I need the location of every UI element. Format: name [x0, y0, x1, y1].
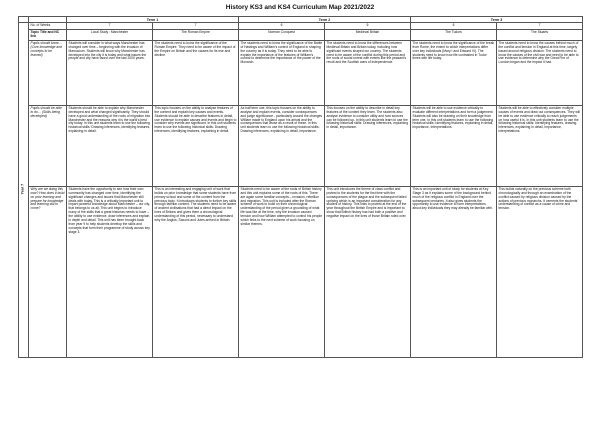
weeks-cell: 6 — [239, 23, 325, 30]
topic-cell: Local Study : Manchester — [67, 30, 153, 41]
topic-cell: The Stuarts — [497, 30, 583, 41]
weeks-row — [19, 23, 583, 30]
pupils-do-cell: This focuses on the ability to describe in detail key features of the content they learn. The students also analyse evidence to consider utility and how sources can be followed up. In this unit students learn to use the following historical skills: Drawing inferences, explaining in detail, importance. — [325, 105, 411, 186]
topic-row — [19, 30, 583, 41]
pupils-do-cell: Students should be able to explain why Manchester developed and what changed significantly. They should have a good understanding of the roots of migration into Manchester and the reasons why it is the world's best city today. In this unit students learn to use the following historical skills: Drawing inferences, identifying features, explaining in detail. — [67, 105, 153, 186]
pupils-know-cell: The students need to know the significance of the break from Rome, the extent to which interpretations differ over key individuals (Mary I and Edward VI). The students need to know how life contrasted in Tudor times with life today. — [411, 40, 497, 105]
why-cell: This is an important unit of study for students at Key Stage 3 as it explains some of the background behind much of the religious conflict in England over the subsequent centuries. It also gives students the opportunity to use evidence to form interpretations about key individuals they may already be familiar with. — [411, 186, 497, 357]
pupils-do-cell: Students will be able to use evidence critically to evaluate different interpretations and form a judgement. Students will also be drawing on their knowledge from term one. In this unit students learn to use the following historical skills: Identifying features, explaining in detail, importance, interpretations. — [411, 105, 497, 186]
why-cell: Students have the opportunity to see how their own community has changed over time, identifying the significant changes and issues that Manchester still deals with today. This is a critically important unit to impart powerful knowledge about Manchester – our city, that belongs to us all. This unit begins to introduce many of the skills that a great historian needs to have – the ability to use evidence, draw inferences and explain in depth and detail. This unit has been brought back from year 9 to help students develop the skills and concepts that form their programme of study across key stage 3. — [67, 186, 153, 357]
why-cell: This unit introduces the theme of class conflict and protest to the students for the first time with the consequences of the plague and the subsequent failed uprising which is an important consideration for any student of history. This links to protest at the end of the year throughout the British Empire and is important to show that British history has had both a positive and negative impact on the lives of those Britain ruled over. — [325, 186, 411, 357]
year-label-cell — [19, 23, 29, 358]
topic-cell: The Tudors — [411, 30, 497, 41]
curriculum-table — [18, 16, 583, 358]
why-label: Why are we doing this now? How does it build on prior learning and prepare for knowledge and learning still to come? — [29, 186, 67, 357]
weeks-cell: 6 — [411, 23, 497, 30]
pupils-know-cell: The students need to know the differences between Medieval Britain and Britain today, including how significant events shaped our country. The students need to be aware of the conflict during this period and the roots of social unrest with events like the peasant's revolt and the Scottish wars of independence. — [325, 40, 411, 105]
pupils-do-row — [19, 105, 583, 186]
pupils-know-label: Pupils should know… (Core knowledge and concepts to be learned) — [29, 40, 67, 105]
weeks-cell: 6 — [325, 23, 411, 30]
weeks-label: No. of Weeks — [29, 23, 67, 30]
pupils-do-cell: This topic focuses on the ability to analyse features of the content and explain key causes and events. Students should be able to describe features in detail, use evidence to explain causes and events and begin to consider why events are significant. In this unit students learn to use the following historical skills: Drawing inferences, identifying features, explaining in detail. — [153, 105, 239, 186]
pupils-do-cell: As half term one, this topic focuses on the ability to analyse and explain events, consider consequences and judge significance - particularly around the changes William made to England upon his arrival and the consequences that arose as a result of these. In this unit students learn to use the following historical skills: Drawing inferences, explaining in detail, importance. — [239, 105, 325, 186]
term-1-header: Term 1 — [67, 17, 239, 23]
weeks-cell: 7 — [153, 23, 239, 30]
why-row — [19, 186, 583, 357]
topic-cell: The Roman Empire — [153, 30, 239, 41]
why-cell: Students need to be aware of the roots of British history and this unit explains some of the roots of this. There are again some familiar concepts – invasion, rebellion and migration. This unit is included after the Roman scheme of work to build on their chronological understanding of the period given a grounding of what life was like at the time, why the invasion caused tension and how William attempted to control his people which links to the next scheme of work focusing on similar themes. — [239, 186, 325, 357]
pupils-do-cell: Students will be able to effectively consider multiple causes of events and draw out consequences. They will be able to use evidence critically to reach judgements on how useful it is. In this unit students learn to use the following historical skills: Identifying features, drawing inferences, explaining in detail, importance, interpretations. — [497, 105, 583, 186]
pupils-know-cell: Students will consider in what ways Manchester has changed over time – beginning with the invasion of Mamucium. Students will know why Manchester has developed into the city it is today and what issues the people and city have faced over the last 2000 years. — [67, 40, 153, 105]
why-cell: This is an interesting and engaging unit of work that builds on prior knowledge that some students have from primary school and some of the content from the previous topic. It introduces students to further key skills through familiar content. The students need to be aware of ancient civilisations that had a direct impact on the lives of Britons and gives them a chronological understanding of this period, necessary to understand why the Anglos, Saxons and Jutes arrived in Britain. — [153, 186, 239, 357]
pupils-do-label: Pupils should be able to do… (Skills being developed) — [29, 105, 67, 186]
page-title: History KS3 and KS4 Curriculum Map 2021/2022 — [225, 4, 375, 11]
term-3-header: Term 3 — [411, 17, 583, 23]
year-label: Year 7 — [20, 183, 25, 195]
pupils-know-cell: The students need to know the causes behind much of the conflict and tension in England at this time, largely based around religious division. The students need to know the causes of the civil war and need to be able to use evidence to determine why the Great Fire of London began and the impact it had. — [497, 40, 583, 105]
weeks-cell: 7 — [67, 23, 153, 30]
topic-label: Topic Title and NC link — [29, 30, 67, 41]
topic-cell: Medieval Britain — [325, 30, 411, 41]
why-cell: This builds naturally on the previous scheme both chronologically and through an examination of the conflict caused by religious division caused by the actions of previous monarchs. It cements the students' understanding of conflict as a cause of crime and tension. — [497, 186, 583, 357]
weeks-cell: 7 — [497, 23, 583, 30]
pupils-know-cell: The students need to know the significance of the Battle of Hastings and William's control of England in shaping the country as it is today. They need to be able to explain the importance of the features of William's control to determine the importance of the power of the Monarch. — [239, 40, 325, 105]
pupils-know-cell: The students need to know the significance of the Roman Empire. They need to be aware of the impact of the Empire on Britain and the causes for its rise and decline. — [153, 40, 239, 105]
topic-cell: Norman Conquest — [239, 30, 325, 41]
pupils-know-row — [19, 40, 583, 105]
term-2-header: Term 2 — [239, 17, 411, 23]
